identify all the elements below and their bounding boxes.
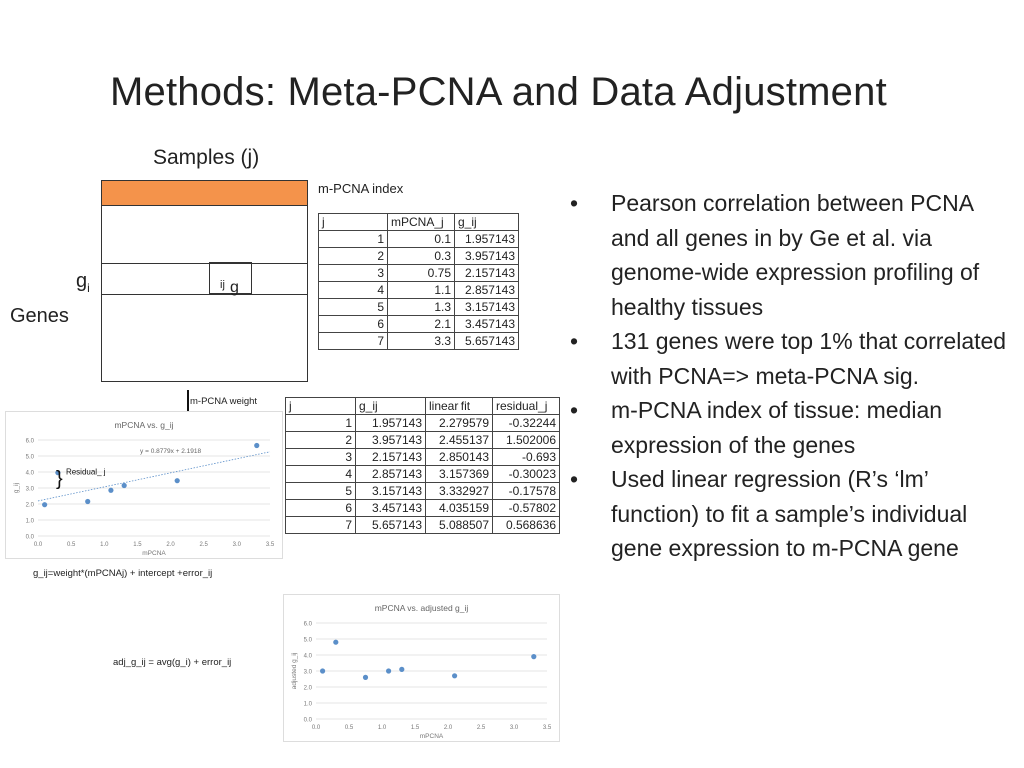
- table-cell: 2.850143: [426, 449, 493, 466]
- scatter-chart-raw: [5, 411, 283, 559]
- table-cell: 3.957143: [455, 248, 519, 265]
- y-tick-label: 6.0: [25, 438, 34, 445]
- table-cell: 4: [319, 282, 388, 299]
- data-point: [386, 668, 391, 673]
- table-header: g_ij: [455, 214, 519, 231]
- y-tick-label: 6.0: [303, 621, 312, 628]
- data-point: [42, 502, 47, 507]
- y-tick-label: 1.0: [303, 701, 312, 708]
- expression-matrix-diagram: [101, 180, 308, 382]
- bullet-list: [570, 186, 1010, 566]
- y-tick-label: 2.0: [25, 502, 34, 509]
- table-cell: 1: [286, 415, 356, 432]
- table-cell: 1.1: [388, 282, 455, 299]
- x-tick-label: 1.0: [100, 542, 109, 548]
- x-tick-label: 3.0: [509, 725, 519, 731]
- gij-cell: g $_{ij}$: [209, 262, 252, 294]
- chart-title: mPCNA vs. adjusted g_ij: [374, 603, 469, 613]
- data-point: [399, 667, 404, 672]
- table-cell: 1.3: [388, 299, 455, 316]
- table-header: linear fit: [426, 398, 493, 415]
- y-axis-label: adjusted g_ij: [291, 652, 298, 690]
- table-cell: 7: [319, 333, 388, 350]
- data-point: [254, 443, 259, 448]
- table-cell: 3.157143: [356, 483, 426, 500]
- y-tick-label: 5.0: [25, 454, 34, 461]
- table-cell: 3.332927: [426, 483, 493, 500]
- data-point: [122, 483, 127, 488]
- table-cell: 2: [286, 432, 356, 449]
- x-tick-label: 1.5: [133, 542, 142, 548]
- table-cell: 0.3: [388, 248, 455, 265]
- table-row: [286, 449, 560, 466]
- y-tick-label: 3.0: [25, 486, 34, 493]
- x-axis-label: mPCNA: [142, 550, 166, 557]
- table-header: g_ij: [356, 398, 426, 415]
- x-tick-label: 0.0: [33, 542, 43, 548]
- chart-title: mPCNA vs. g_ij: [114, 420, 174, 430]
- y-tick-label: 3.0: [303, 669, 312, 676]
- table-row: [319, 231, 519, 248]
- table-cell: 0.1: [388, 231, 455, 248]
- table-cell: 4.035159: [426, 500, 493, 517]
- table-cell: 3.457143: [455, 316, 519, 333]
- table-row: [319, 265, 519, 282]
- x-tick-label: 1.5: [410, 725, 420, 731]
- table-cell: 1: [319, 231, 388, 248]
- scatter-chart-adjusted: [283, 594, 560, 742]
- data-point: [333, 640, 338, 645]
- table-cell: 3: [319, 265, 388, 282]
- table-cell: 4: [286, 466, 356, 483]
- y-tick-label: 1.0: [25, 518, 34, 525]
- table-cell: 2.279579: [426, 415, 493, 432]
- table-row: [319, 333, 519, 350]
- data-point: [452, 673, 457, 678]
- table-cell: 1.957143: [356, 415, 426, 432]
- table-row: [286, 466, 560, 483]
- data-point: [320, 668, 325, 673]
- brace-icon: }: [55, 467, 63, 490]
- table-cell: 1.502006: [493, 432, 560, 449]
- table-row: [319, 248, 519, 265]
- table-cell: 3.457143: [356, 500, 426, 517]
- table-cell: -0.17578: [493, 483, 560, 500]
- samples-label: Samples (j): [153, 146, 260, 169]
- x-tick-label: 3.0: [232, 542, 242, 548]
- table-cell: 2.455137: [426, 432, 493, 449]
- slide-title: Methods: Meta-PCNA and Data Adjustment: [110, 70, 887, 114]
- x-tick-label: 0.0: [311, 725, 321, 731]
- data-point: [175, 478, 180, 483]
- bullet-item: • m-PCNA index of tissue: median expression of the genes: [570, 397, 943, 458]
- table-cell: 2: [319, 248, 388, 265]
- table-cell: -0.30023: [493, 466, 560, 483]
- x-tick-label: 2.0: [166, 542, 175, 548]
- table-cell: 2.857143: [455, 282, 519, 299]
- x-tick-label: 0.5: [66, 542, 76, 548]
- mpcna-index-table: [318, 213, 519, 350]
- x-tick-label: 2.5: [476, 725, 486, 731]
- y-tick-label: 2.0: [303, 685, 312, 692]
- x-tick-label: 2.0: [443, 725, 453, 731]
- data-point: [531, 654, 536, 659]
- bullet-item: • Used linear regression (R’s ‘lm’ function) to fit a sample’s individual gene expression to m-PCNA gene: [570, 466, 968, 561]
- residual-table: [285, 397, 560, 534]
- table-cell: 3.157369: [426, 466, 493, 483]
- y-tick-label: 0.0: [25, 534, 34, 541]
- mpcna-index-row: [102, 181, 307, 206]
- table-cell: 1.957143: [455, 231, 519, 248]
- regression-formula: g_ij=weight*(mPCNAj) + intercept +error_ij: [33, 568, 213, 579]
- table-cell: 5.657143: [455, 333, 519, 350]
- x-tick-label: 3.5: [542, 725, 552, 731]
- y-tick-label: 0.0: [303, 717, 312, 724]
- gi-label: $g_i$: [76, 270, 90, 295]
- table-cell: 3.957143: [356, 432, 426, 449]
- data-point: [108, 488, 113, 493]
- x-tick-label: 0.5: [344, 725, 354, 731]
- table-cell: 3: [286, 449, 356, 466]
- y-axis-label: g_ij: [13, 482, 20, 494]
- table-header: j: [286, 398, 356, 415]
- adjusted-formula: adj_g_ij = avg(g_i) + error_ij: [113, 657, 232, 668]
- x-axis-label: mPCNA: [419, 733, 444, 740]
- table-header: mPCNA_j: [388, 214, 455, 231]
- index-table-caption: m-PCNA index: [318, 181, 404, 196]
- table-cell: 5.657143: [356, 517, 426, 534]
- table-cell: -0.693: [493, 449, 560, 466]
- table-row: [286, 483, 560, 500]
- y-tick-label: 5.0: [303, 637, 312, 644]
- bullet-item: • 131 genes were top 1% that correlated with PCNA=> meta-PCNA sig.: [570, 328, 1007, 389]
- data-point: [363, 675, 368, 680]
- table-cell: 2.1: [388, 316, 455, 333]
- table-row: [286, 432, 560, 449]
- table-cell: 7: [286, 517, 356, 534]
- table-header: residual_j: [493, 398, 560, 415]
- table-cell: 3.157143: [455, 299, 519, 316]
- gene-row-top-border: [102, 263, 307, 264]
- table-cell: -0.57802: [493, 500, 560, 517]
- table-row: [286, 517, 560, 534]
- table-row: [319, 282, 519, 299]
- bullet-item: • Pearson correlation between PCNA and all genes in by Ge et al. via genome-wide expression profiling of healthy tissues: [570, 190, 980, 320]
- table-row: [286, 415, 560, 432]
- table-cell: 5.088507: [426, 517, 493, 534]
- table-cell: 0.568636: [493, 517, 560, 534]
- table-header: j: [319, 214, 388, 231]
- x-tick-label: 1.0: [377, 725, 387, 731]
- data-point: [85, 499, 90, 504]
- residual-annotation: Residual_ j: [65, 467, 106, 477]
- y-tick-label: 4.0: [25, 470, 34, 477]
- table-cell: 0.75: [388, 265, 455, 282]
- weight-label: m-PCNA weight: [190, 396, 258, 407]
- table-row: [319, 316, 519, 333]
- genes-label: Genes: [10, 305, 69, 327]
- table-cell: 5: [319, 299, 388, 316]
- table-cell: 2.157143: [455, 265, 519, 282]
- table-row: [319, 299, 519, 316]
- trendline-equation: y = 0.8779x + 2.1918: [140, 447, 202, 455]
- table-cell: 3.3: [388, 333, 455, 350]
- gene-row-bottom-border: [102, 294, 307, 295]
- x-tick-label: 2.5: [199, 542, 208, 548]
- table-cell: 5: [286, 483, 356, 500]
- table-cell: 2.157143: [356, 449, 426, 466]
- table-cell: 6: [286, 500, 356, 517]
- table-cell: 2.857143: [356, 466, 426, 483]
- table-row: [286, 500, 560, 517]
- table-cell: 6: [319, 316, 388, 333]
- y-tick-label: 4.0: [303, 653, 312, 660]
- table-cell: -0.32244: [493, 415, 560, 432]
- x-tick-label: 3.5: [265, 542, 275, 548]
